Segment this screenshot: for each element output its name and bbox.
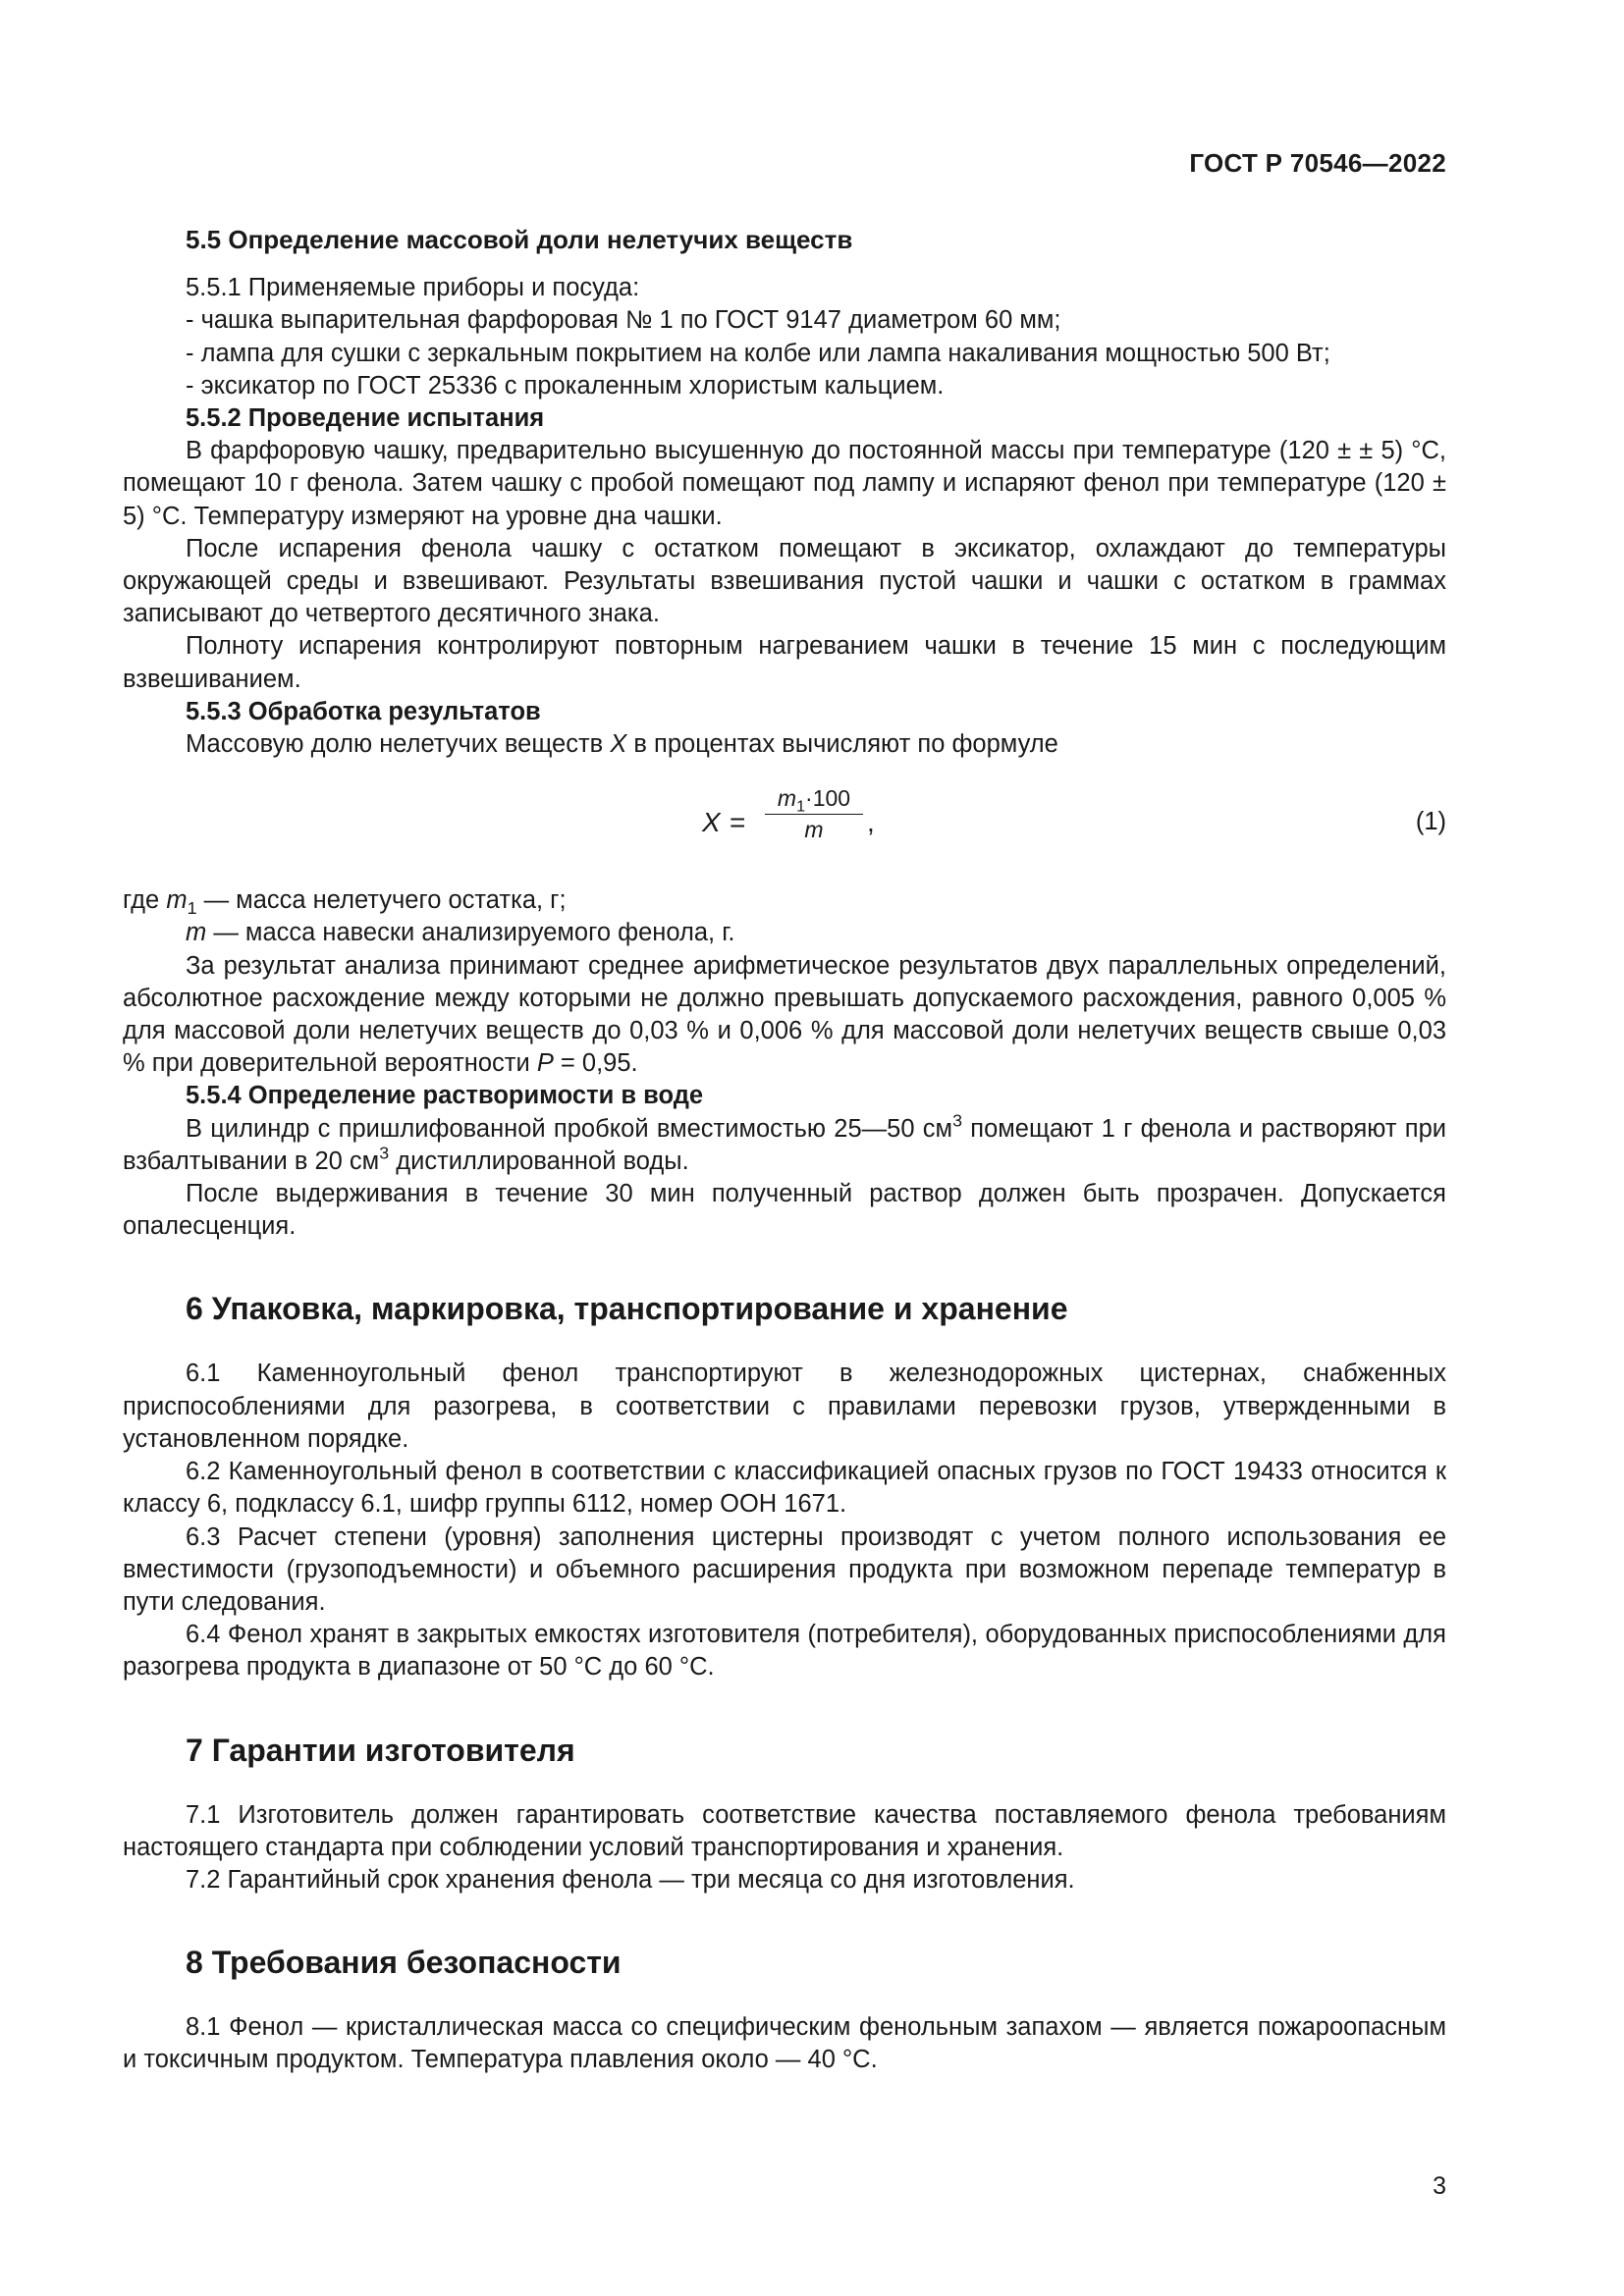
formula-number: (1) xyxy=(1415,808,1446,836)
paragraph: За результат анализа принимают среднее арифметическое результатов двух параллельных определений, абсолютное расхождение между которыми не должно превышать допускаемого расхождения, равного 0,005 % для массовой доли нелетучих веществ до 0,03 % и 0,006 % для массовой доли нелетучих веществ свыше 0,03 % при доверительной вероятности P = 0,95. xyxy=(123,951,1446,1078)
formula-1: X = $\frac{m_1\cdot 100}{m}$ , (1) xyxy=(702,785,1446,843)
clause-5-5-2-heading: 5.5.2 Проведение испытания xyxy=(186,404,545,433)
clause-5-5-4-heading: 5.5.4 Определение растворимости в воде xyxy=(186,1082,704,1110)
paragraph: В фарфоровую чашку, предварительно высушенную до постоянной массы при температуре (120 ± ± 5) °С, помещают 10 г фенола. Затем чашку с пробой помещают под лампу и испаряют фенол при температуре (120 ± 5) °С. Температуру измеряют на уровне дна чашки. xyxy=(123,437,1446,530)
paragraph: Полноту испарения контролируют повторным нагреванием чашки в течение 15 мин с последующим взвешиванием. xyxy=(123,632,1446,693)
section-5-5-title: 5.5 Определение массовой доли нелетучих веществ xyxy=(186,225,853,254)
paragraph: Массовую долю нелетучих веществ X в процентах вычисляют по формуле xyxy=(186,730,1058,759)
document-body xyxy=(123,224,1446,2077)
formula-numerator: $m_1\cdot 100$ xyxy=(765,784,863,815)
paragraph: 7.2 Гарантийный срок хранения фенола — три месяца со дня изготовления. xyxy=(186,1865,1075,1894)
paragraph: 6.3 Расчет степени (уровня) заполнения цистерны производят с учетом полного использования ее вместимости (грузоподъемности) и объемного расширения продукта при возможном перепаде температур в пути следования. xyxy=(123,1522,1446,1616)
paragraph: 8.1 Фенол — кристаллическая масса со специфическим фенольным запахом — является пожароопасным и токсичным продуктом. Температура плавления около — 40 °С. xyxy=(123,2013,1446,2074)
list-item: - эксикатор по ГОСТ 25336 с прокаленным хлористым кальцием. xyxy=(186,371,945,400)
section-8-title: 8 Требования безопасности xyxy=(186,1945,622,1981)
page-number: 3 xyxy=(1433,2172,1446,2200)
formula-fraction xyxy=(765,784,863,844)
paragraph: В цилиндр с пришлифованной пробкой вместимостью 25—50 $см^3$ помещают 1 г фенола и растворяют при взбалтывании в 20 $см^3$ дистиллированной воды. xyxy=(123,1109,1446,1175)
formula-equals: = xyxy=(730,807,746,838)
paragraph: 6.4 Фенол хранят в закрытых емкостях изготовителя (потребителя), оборудованных приспособлениями для разогрева продукта в диапазоне от 50 °С до 60 °С. xyxy=(123,1621,1446,1682)
paragraph: 6.1 Каменноугольный фенол транспортируют в железнодорожных цистернах, снабженных приспособлениями для разогрева, в соответствии с правилами перевозки грузов, утвержденными в установленном порядке. xyxy=(123,1360,1446,1453)
formula-legend: где $m_1$ — масса нелетучего остатка, г; xyxy=(123,886,567,919)
paragraph: После выдерживания в течение 30 мин полученный раствор должен быть прозрачен. Допускается опалесценция. xyxy=(123,1180,1446,1241)
formula-denominator: m xyxy=(804,817,824,843)
clause-5-5-3-heading: 5.5.3 Обработка результатов xyxy=(186,697,541,725)
clause-5-5-1: 5.5.1 Применяемые приборы и посуда: xyxy=(186,274,640,302)
formula-legend: m — масса навески анализируемого фенола, г. xyxy=(186,919,735,947)
paragraph: После испарения фенола чашку с остатком помещают в эксикатор, охлаждают до температуры окружающей среды и взвешивают. Результаты взвешивания пустой чашки и чашки с остатком в граммах записывают до четвертого десятичного знака. xyxy=(123,534,1446,628)
list-item: - чашка выпарительная фарфоровая № 1 по ГОСТ 9147 диаметром 60 мм; xyxy=(186,306,1061,335)
formula-lhs: X xyxy=(702,807,721,838)
paragraph: 7.1 Изготовитель должен гарантировать соответствие качества поставляемого фенола требованиям настоящего стандарта при соблюдении условий транспортирования и хранения. xyxy=(123,1800,1446,1861)
list-item: - лампа для сушки с зеркальным покрытием на колбе или лампа накаливания мощностью 500 Вт; xyxy=(186,339,1330,367)
section-7-title: 7 Гарантии изготовителя xyxy=(186,1732,575,1768)
section-6-title: 6 Упаковка, маркировка, транспортирование и хранение xyxy=(186,1291,1068,1327)
document-header: ГОСТ Р 70546—2022 xyxy=(1189,148,1446,178)
paragraph: 6.2 Каменноугольный фенол в соответствии с классификацией опасных грузов по ГОСТ 19433 относится к классу 6, подклассу 6.1, шифр группы 6112, номер ООН 1671. xyxy=(123,1458,1446,1519)
